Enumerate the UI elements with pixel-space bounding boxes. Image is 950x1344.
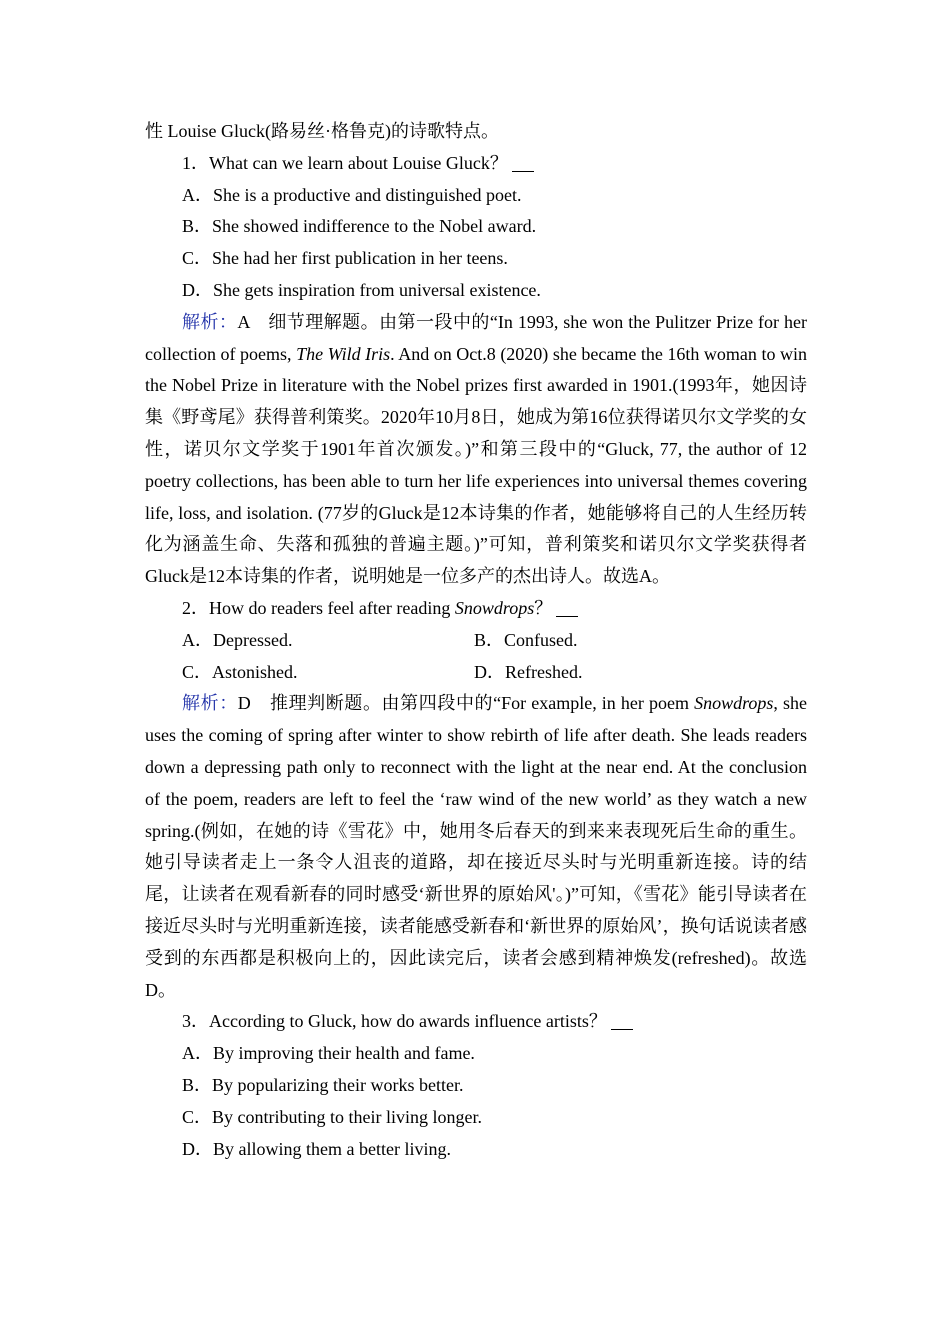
question-3-stem <box>145 1006 807 1038</box>
question-3-option-c: C．By contributing to their living longer. <box>182 1106 482 1127</box>
answer-blank <box>512 157 534 172</box>
poem-title: Snowdrops <box>454 597 535 618</box>
question-1-analysis <box>145 307 807 593</box>
poem-title: Snowdrops <box>694 693 774 714</box>
answer-blank <box>556 602 578 617</box>
book-title: The Wild Iris <box>296 343 391 364</box>
question-1-stem <box>145 148 807 180</box>
question-2-options-row-1 <box>145 625 807 657</box>
question-2-stem <box>145 593 807 625</box>
question-2-option-a: A．Depressed. <box>182 629 293 650</box>
question-1-option-b: B．She showed indifference to the Nobel award. <box>182 216 537 237</box>
question-2-text: 2．How do readers feel after reading <box>182 597 455 618</box>
document-body <box>145 116 807 1165</box>
analysis-label: 解析： <box>182 311 238 332</box>
question-2-analysis <box>145 688 807 1006</box>
analysis-text-cont: , she uses the coming of spring after winter to show rebirth of life after death. She leads readers down a depressing path only to reconnect with the light at the near end. At the conclusion of the poem, readers are left to feel the ‘raw wind of the new world’ as they watch a new spring.(例如，在她的诗《雪花》中，她用冬后春天的到来来表现死后生命的重生。她引导读者走上一条令人沮丧的道路，却在接近尽头时与光明重新连接。诗的结尾，让读者在观看新春的同时感受‘新世界的原始风'。)”可知，《雪花》能引导读者在接近尽头时与光明重新连接，读者能感受新春和‘新世界的原始风’，换句话说读者感受到的东西都是积极向上的，因此读完后，读者会感到精神焕发(refreshed)。故选D。 <box>145 693 808 1000</box>
question-3-option-a: A．By improving their health and fame. <box>182 1043 475 1064</box>
question-1-option-a: A．She is a productive and distinguished poet. <box>182 184 522 205</box>
question-3-text: 3．According to Gluck, how do awards influence artists？ <box>182 1011 607 1032</box>
question-2-option-c: C．Astonished. <box>182 661 298 682</box>
analysis-text: A 细节理解题。由第一段中的“In 1993, she won the Pulitzer Prize for her collection of poems, <box>145 311 807 364</box>
question-2-option-d: D．Refreshed. <box>474 661 583 682</box>
analysis-label: 解析： <box>182 693 238 714</box>
question-1-text: 1．What can we learn about Louise Gluck？ <box>182 152 508 173</box>
question-2-options-row-2 <box>145 657 807 689</box>
intro-line: 性 Louise Gluck(路易丝·格鲁克)的诗歌特点。 <box>145 121 499 141</box>
question-1-option-c: C．She had her first publication in her teens. <box>182 248 508 269</box>
answer-blank <box>611 1015 633 1030</box>
question-3-option-b: B．By popularizing their works better. <box>182 1074 464 1095</box>
analysis-text-cont: . And on Oct.8 (2020) she became the 16th woman to win the Nobel Prize in literature with the Nobel prizes first awarded in 1901.(1993年，她因诗集《野鸢尾》获得普利策奖。2020年10月8日，她成为第16位获得诺贝尔文学奖的女性，诺贝尔文学奖于1901年首次颁发。)”和第三段中的“Gluck, 77, the author of 12 poetry collections, has been able to turn her life experiences into universal themes covering life, loss, and isolation. (77岁的Gluck是12本诗集的作者，她能够将自己的人生经历转化为涵盖生命、失落和孤独的普遍主题。)”可知，普利策奖和诺贝尔文学奖获得者Gluck是12本诗集的作者，说明她是一位多产的杰出诗人。故选A。 <box>145 343 807 587</box>
question-1-option-d: D．She gets inspiration from universal existence. <box>182 279 541 300</box>
analysis-text: D 推理判断题。由第四段中的“For example, in her poem <box>237 693 695 714</box>
question-2-option-b: B．Confused. <box>474 629 578 650</box>
question-3-option-d: D．By allowing them a better living. <box>182 1138 451 1159</box>
question-2-mark: ？ <box>534 597 553 618</box>
